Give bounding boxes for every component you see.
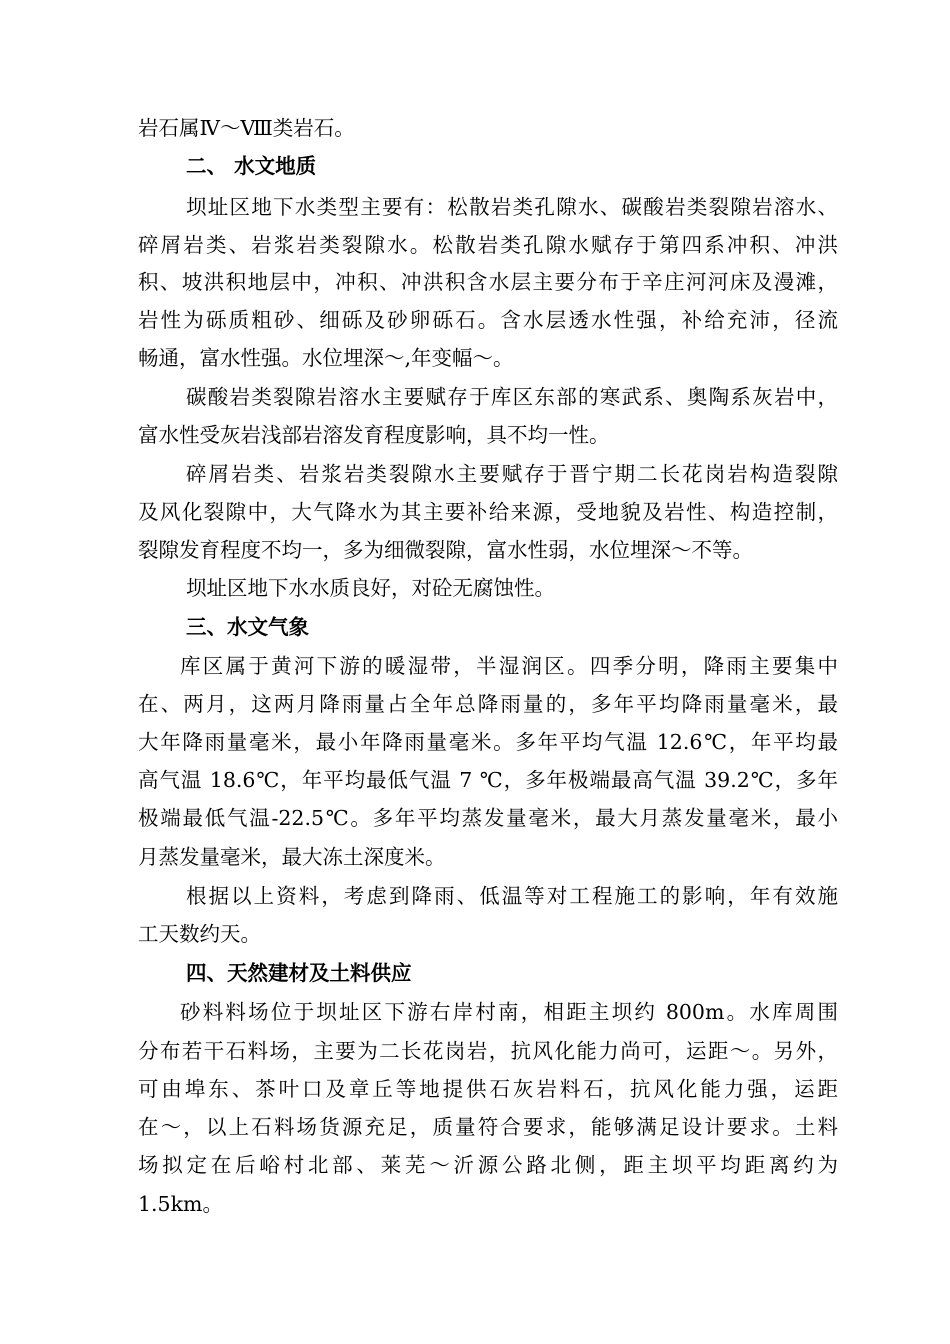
text-line: 畅通，富水性强。水位埋深～,年变幅～。 bbox=[138, 346, 514, 370]
text-line: 碎屑岩类、岩浆岩类裂隙水。松散岩类孔隙水赋存于第四系冲积、冲洪 bbox=[138, 233, 838, 257]
text-line: 分布若干石料场，主要为二长花岗岩，抗风化能力尚可，运距～。另外， bbox=[138, 1039, 838, 1063]
text-line: 岩性为砾质粗砂、细砾及砂卵砾石。含水层透水性强，补给充沛，径流 bbox=[138, 308, 838, 332]
text-line: 富水性受灰岩浅部岩溶发育程度影响，具不均一性。 bbox=[138, 423, 610, 447]
text-line: 可由埠东、茶叶口及章丘等地提供石灰岩料石，抗风化能力强，运距 bbox=[138, 1077, 838, 1101]
text-line: 在、两月，这两月降雨量占全年总降雨量的，多年平均降雨量毫米，最 bbox=[138, 692, 838, 716]
text-line: 坝址区地下水水质良好，对砼无腐蚀性。 bbox=[186, 576, 555, 600]
text-line: 月蒸发量毫米，最大冻土深度米。 bbox=[138, 845, 446, 869]
text-line: 1.5km。 bbox=[138, 1192, 223, 1216]
text-line: 高气温 18.6℃，年平均最低气温 7 ℃，多年极端最高气温 39.2℃，多年 bbox=[138, 768, 838, 792]
text-line: 砂料料场位于坝址区下游右岸村南，相距主坝约 800m。水库周围 bbox=[180, 1000, 838, 1024]
text-line: 裂隙发育程度不均一，多为细微裂隙，富水性弱，水位埋深～不等。 bbox=[138, 538, 753, 562]
section-heading-hydrometeorology: 三、水文气象 bbox=[186, 615, 309, 639]
section-heading-hydrogeology: 二、 水文地质 bbox=[186, 154, 317, 178]
text-line: 极端最低气温-22.5℃。多年平均蒸发量毫米，最大月蒸发量毫米，最小 bbox=[138, 806, 838, 830]
section-heading-building-materials: 四、天然建材及土料供应 bbox=[186, 961, 412, 985]
text-line: 库区属于黄河下游的暖湿带，半湿润区。四季分明，降雨主要集中 bbox=[180, 654, 838, 678]
text-line: 在～，以上石料场货源充足，质量符合要求，能够满足设计要求。土料 bbox=[138, 1115, 838, 1139]
text-line: 碳酸岩类裂隙岩溶水主要赋存于库区东部的寒武系、奥陶系灰岩中， bbox=[186, 385, 838, 409]
text-line: 岩石属Ⅳ～Ⅷ类岩石。 bbox=[138, 116, 355, 140]
text-line: 坝址区地下水类型主要有：松散岩类孔隙水、碳酸岩类裂隙岩溶水、 bbox=[186, 195, 838, 219]
text-line: 碎屑岩类、岩浆岩类裂隙水主要赋存于晋宁期二长花岗岩构造裂隙 bbox=[186, 462, 838, 486]
text-line: 积、坡洪积地层中，冲积、冲洪积含水层主要分布于辛庄河河床及漫滩， bbox=[138, 270, 838, 294]
text-line: 大年降雨量毫米，最小年降雨量毫米。多年平均气温 12.6℃，年平均最 bbox=[138, 730, 838, 754]
text-line: 及风化裂隙中，大气降水为其主要补给来源，受地貌及岩性、构造控制， bbox=[138, 500, 838, 524]
text-line: 工天数约天。 bbox=[138, 922, 261, 946]
text-line: 场拟定在后峪村北部、莱芜～沂源公路北侧，距主坝平均距离约为 bbox=[138, 1153, 838, 1177]
text-line: 根据以上资料，考虑到降雨、低温等对工程施工的影响，年有效施 bbox=[186, 884, 838, 908]
